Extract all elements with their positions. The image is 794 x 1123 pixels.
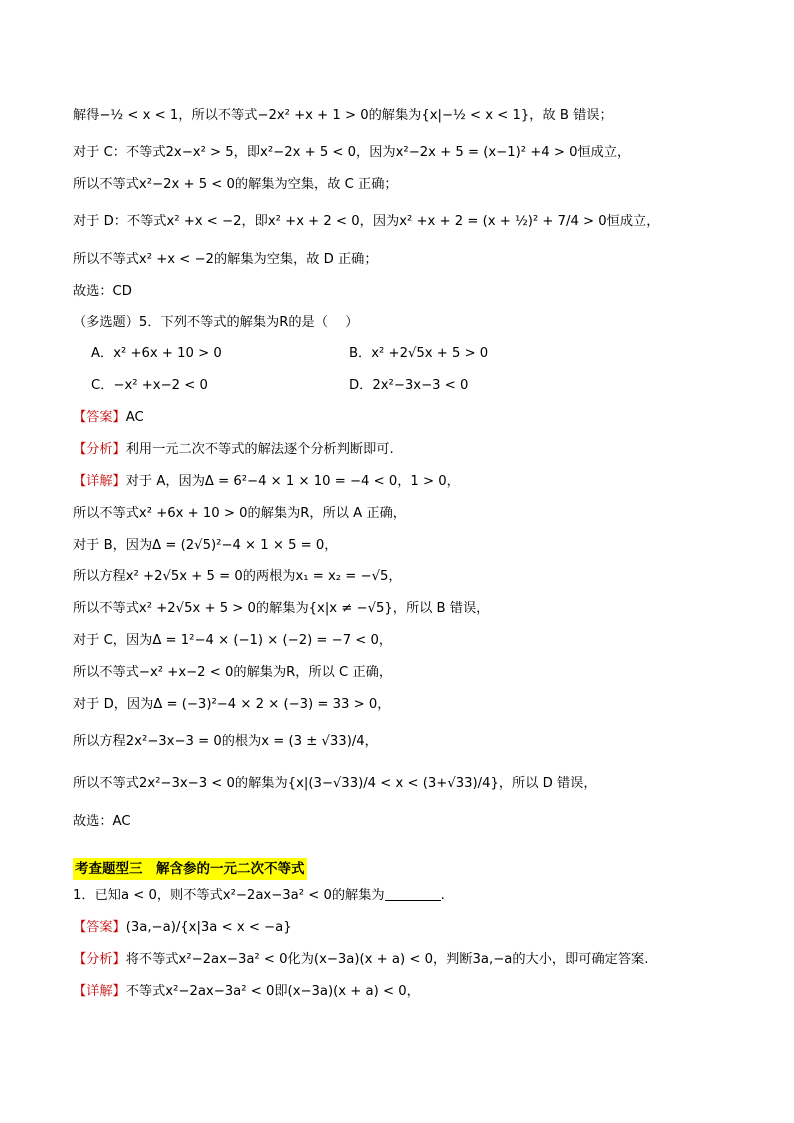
detail-line: 所以不等式x² +6x + 10 > 0的解集为R，所以 A 正确， <box>73 506 406 521</box>
solution-line: 对于 D：不等式x² +x < −2，即x² +x + 2 < 0，因为x² +x + 2 = (x + ½)² + 7/4 > 0恒成立， <box>73 214 660 229</box>
detail-line: 对于 C，因为Δ = 1²−4 × (−1) × (−2) = −7 < 0， <box>73 633 393 648</box>
answer-line <box>73 917 754 939</box>
detail-line: 所以不等式−x² +x−2 < 0的解集为R，所以 C 正确， <box>73 665 393 680</box>
question-text: 1．已知a < 0，则不等式x²−2ax−3a² < 0的解集为 <box>73 888 385 903</box>
detail-line: 所以不等式2x²−3x−3 < 0的解集为{x|(3−√33)/4 < x < (3+√33)/4}，所以 D 错误， <box>73 776 597 791</box>
option-d: D．2x²−3x−3 < 0 <box>349 378 469 393</box>
option-c: C．−x² +x−2 < 0 <box>91 378 208 393</box>
solution-line: 解得−½ < x < 1，所以不等式−2x² +x + 1 > 0的解集为{x|−½ < x < 1}，故 B 错误； <box>73 108 613 123</box>
detail-line: 所以方程x² +2√5x + 5 = 0的两根为x₁ = x₂ = −√5， <box>73 569 402 584</box>
option-b: B．x² +2√5x + 5 > 0 <box>349 346 489 361</box>
analysis-text: 将不等式x²−2ax−3a² < 0化为(x−3a)(x + a) < 0，判断3a,−a的大小，即可确定答案. <box>125 952 649 967</box>
detail-tag: 【详解】 <box>73 474 126 489</box>
answer-text: (3a,−a)/{x|3a < x < −a} <box>125 920 292 935</box>
answer-blank <box>385 886 441 901</box>
answer-text: AC <box>125 410 144 425</box>
detail-line: 对于 B，因为Δ = (2√5)²−4 × 1 × 5 = 0， <box>73 538 338 553</box>
section-heading: 考查题型三 解含参的一元二次不等式 <box>73 858 307 880</box>
detail-line: 所以方程2x²−3x−3 = 0的根为x = (3 ± √33)/4， <box>73 734 378 749</box>
detail-line <box>73 981 754 1003</box>
detail-line: 对于 D，因为Δ = (−3)²−4 × 2 × (−3) = 33 > 0， <box>73 697 391 712</box>
solution-line: 故选：CD <box>73 284 132 299</box>
solution-line: 所以不等式x²−2x + 5 < 0的解集为空集，故 C 正确； <box>73 177 398 192</box>
analysis-tag: 【分析】 <box>73 442 126 457</box>
analysis-tag: 【分析】 <box>73 952 126 967</box>
question-stem: （多选题）5．下列不等式的解集为R的是（ ） <box>73 315 359 330</box>
analysis-text: 利用一元二次不等式的解法逐个分析判断即可. <box>125 442 394 457</box>
question-end: . <box>440 888 445 903</box>
answer-line <box>73 407 754 429</box>
detail-line: 故选：AC <box>73 814 131 829</box>
detail-text: 不等式x²−2ax−3a² < 0即(x−3a)(x + a) < 0， <box>125 984 420 999</box>
analysis-line <box>73 949 754 971</box>
solution-line: 对于 C：不等式2x−x² > 5，即x²−2x + 5 < 0，因为x²−2x + 5 = (x−1)² +4 > 0恒成立， <box>73 145 631 160</box>
detail-line <box>73 471 754 493</box>
detail-tag: 【详解】 <box>73 984 126 999</box>
detail-text: 对于 A，因为Δ = 6²−4 × 1 × 10 = −4 < 0，1 > 0， <box>125 474 460 489</box>
answer-tag: 【答案】 <box>73 410 126 425</box>
detail-line: 所以不等式x² +2√5x + 5 > 0的解集为{x|x ≠ −√5}，所以 B 错误， <box>73 601 490 616</box>
option-a: A．x² +6x + 10 > 0 <box>91 346 222 361</box>
analysis-line <box>73 439 754 461</box>
solution-line: 所以不等式x² +x < −2的解集为空集，故 D 正确； <box>73 252 378 267</box>
answer-tag: 【答案】 <box>73 920 126 935</box>
question-stem <box>73 885 754 907</box>
